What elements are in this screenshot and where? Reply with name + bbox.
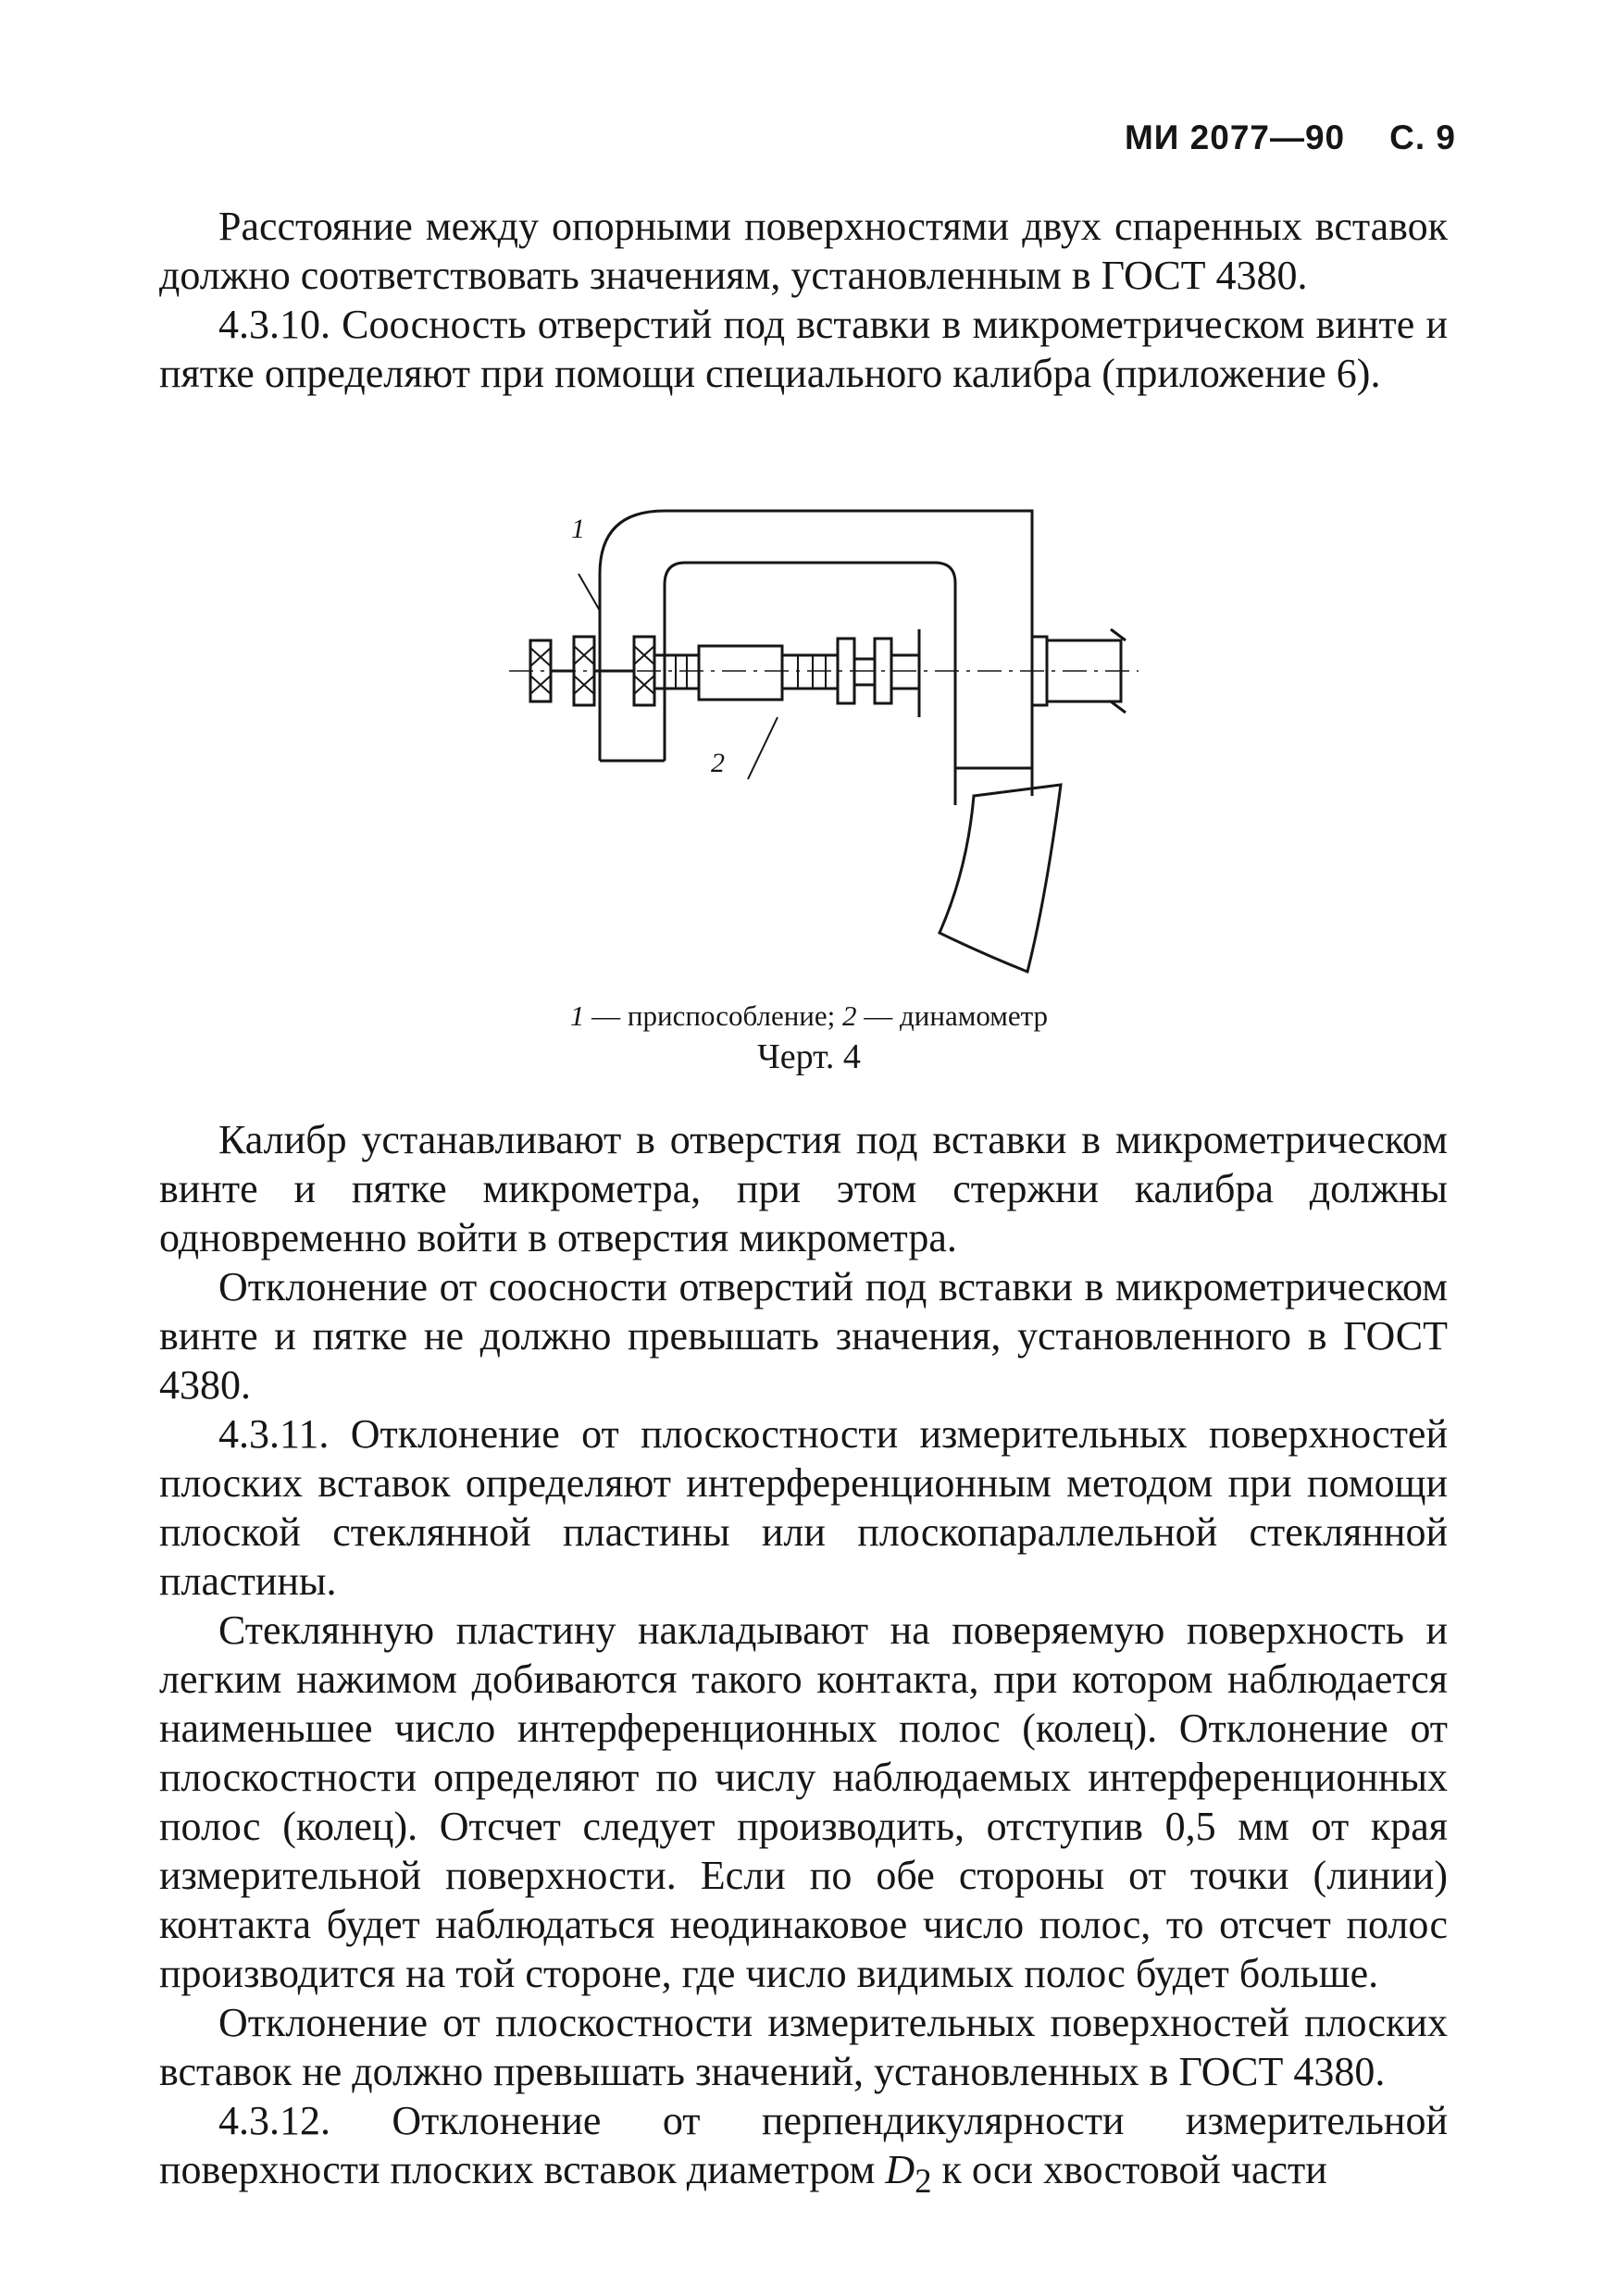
paragraph-distance: Расстояние между опорными поверхностями двух спаренных вставок должно соответствовать значениям, установленным в ГОСТ 4380. <box>159 204 1448 298</box>
text-block-top <box>159 202 1448 398</box>
caption-number-1: 1 <box>569 999 585 1032</box>
leader-line-2 <box>748 717 778 779</box>
paragraph-glass-plate: Стеклянную пластину накладывают на поверяемую поверхность и легким нажимом добиваются такого контакта, при котором наблюдается наименьшее число интерференционных полос (колец). Отклонение от плоскостности определяют по числу наблюдаемых интерференционных полос (колец). Отсчет следует производить, отступив 0,5 мм от края измерительной поверхности. Если по обе стороны от точки (линии) контакта будет наблюдаться неодинаковое число полос, то отсчет полос производится на той стороне, где число видимых полос будет больше. <box>159 1607 1448 1996</box>
page-header <box>1125 118 1456 157</box>
figure-title: Черт. 4 <box>757 1037 861 1076</box>
figure-caliper-drawing <box>500 490 1139 990</box>
text-block-bottom <box>159 1115 1448 2205</box>
paragraph-flatness-limit: Отклонение от плоскостности измерительных поверхностей плоских вставок не должно превышать значений, установленных в ГОСТ 4380. <box>159 2000 1448 2094</box>
figure-label-2: 2 <box>711 748 725 778</box>
doc-code: МИ 2077—90 <box>1124 118 1346 156</box>
page-number: С. 9 <box>1389 118 1456 156</box>
leader-line-1 <box>579 574 600 611</box>
figure-caption <box>0 999 1618 1033</box>
p6-text-after: к оси хвостовой части <box>931 2147 1327 2192</box>
diameter-subscript: 2 <box>915 2161 932 2200</box>
diameter-variable: D <box>885 2147 915 2192</box>
paragraph-coaxiality: Отклонение от соосности отверстий под вставки в микрометрическом винте и пятке не должно превышать значения, установленного в ГОСТ 4380. <box>159 1264 1448 1408</box>
caption-text-2: — динамометр <box>856 999 1049 1032</box>
paragraph-4-3-12 <box>159 2096 1448 2205</box>
figure-label-1: 1 <box>571 514 585 544</box>
paragraph-4-3-10: 4.3.10. Соосность отверстий под вставки в микрометрическом винте и пятке определяют при помощи специального калибра (приложение 6). <box>159 302 1448 396</box>
paragraph-4-3-11: 4.3.11. Отклонение от плоскостности измерительных поверхностей плоских вставок определяют интерференционным методом при помощи плоской стеклянной пластины или плоскопараллельной стеклянной пластины. <box>159 1411 1448 1604</box>
paragraph-calibre: Калибр устанавливают в отверстия под вставки в микрометрическом винте и пятке микрометра, при этом стержни калибра должны одновременно войти в отверстия микрометра. <box>159 1117 1448 1260</box>
dynamometer-body <box>699 646 782 700</box>
frame-inner-line <box>665 563 955 761</box>
p6-text-before: 4.3.12. Отклонение от перпендикулярности измерительной поверхности плоских вставок диаметром <box>159 2098 1448 2192</box>
caption-text-1: — приспособление; <box>584 999 843 1032</box>
handle-shape <box>940 785 1061 972</box>
caption-number-2: 2 <box>842 999 857 1032</box>
